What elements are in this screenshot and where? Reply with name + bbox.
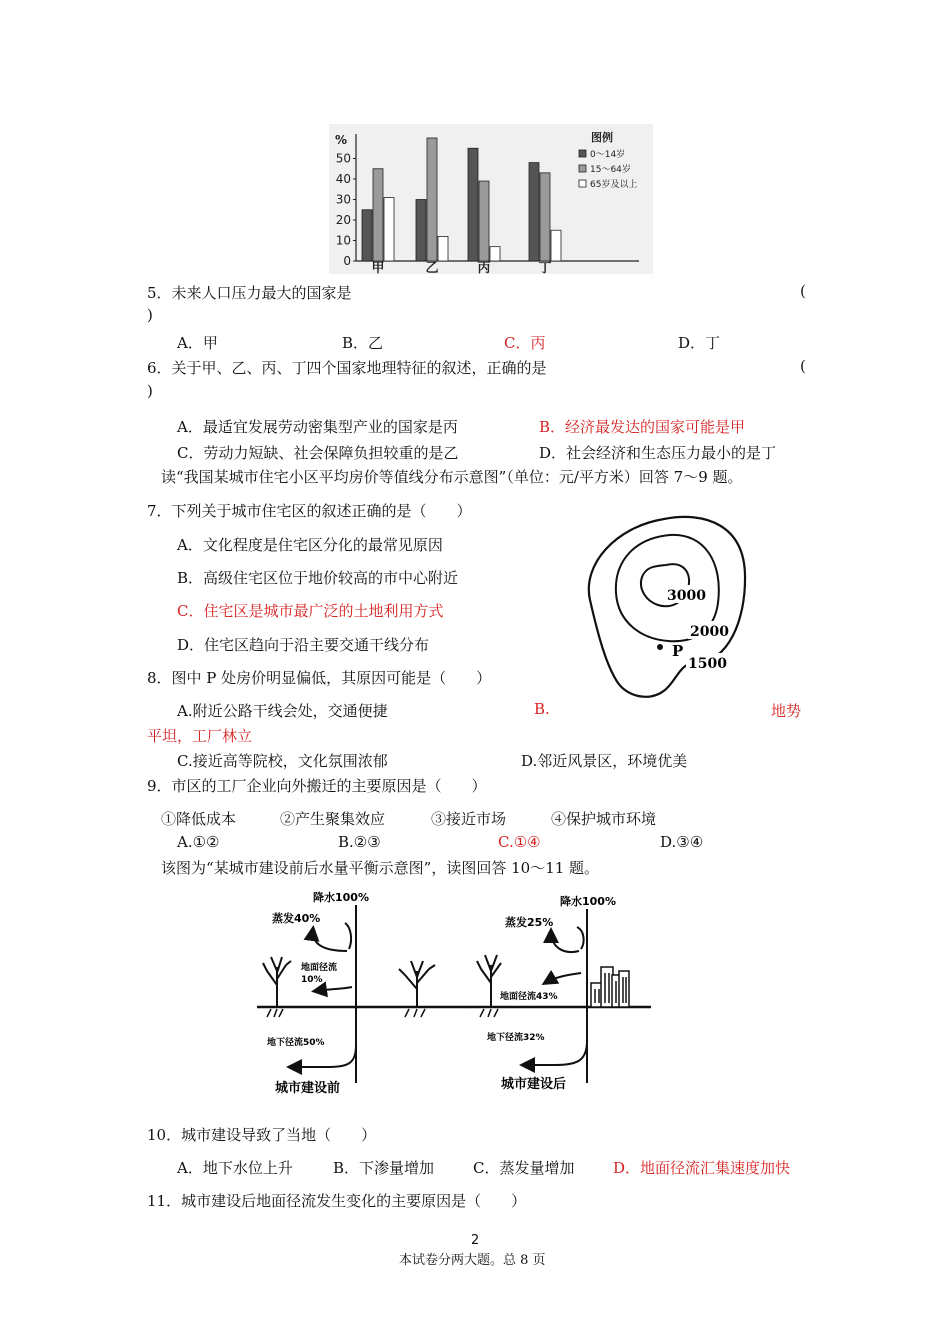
chart-y-tick-label: 0 (343, 254, 351, 268)
q11-stem: 11．城市建设后地面径流发生变化的主要原因是（ ） (147, 1192, 527, 1210)
point-p-label: P (672, 642, 684, 660)
contour-label-2000: 2000 (690, 624, 729, 640)
q5-option-c: C．丙 (504, 334, 546, 352)
q8-stem: 8．图中 P 处房价明显偏低，其原因可能是（ ） (147, 669, 492, 687)
q5-paren-close: ) (147, 306, 153, 324)
q7-option-a: A．文化程度是住宅区分化的最常见原因 (177, 536, 443, 554)
q8-option-b-head: B. (534, 700, 550, 718)
q9-option-a: A.①② (177, 833, 220, 851)
q9-item-3: ③接近市场 (431, 810, 507, 828)
q9-stem: 9．市区的工厂企业向外搬迁的主要原因是（ ） (147, 777, 487, 795)
q9-option-d: D.③④ (660, 833, 704, 851)
chart-legend-swatch (579, 180, 586, 187)
before-caption: 城市建设前 (275, 1081, 341, 1096)
after-surface-label: 地面径流43% (500, 992, 558, 1002)
point-p-marker (657, 644, 663, 650)
q6-paren-open: ( (800, 357, 806, 375)
q9-option-b: B.②③ (338, 833, 381, 851)
before-tree-right-icon (399, 961, 435, 1017)
chart-bar (362, 210, 372, 261)
q9-item-4: ④保护城市环境 (551, 810, 657, 828)
q10-option-c: C．蒸发量增加 (473, 1159, 575, 1177)
q9-item-2: ②产生聚集效应 (280, 810, 386, 828)
q9-item-1: ①降低成本 (161, 810, 237, 828)
after-panel (469, 894, 651, 1092)
q6-option-d: D．社会经济和生态压力最小的是丁 (539, 444, 777, 462)
q8-option-c: C.接近高等院校，文化氛围浓郁 (177, 752, 388, 770)
intro-10-11: 该图为“某城市建设前后水量平衡示意图”，读图回答 10～11 题。 (161, 859, 600, 877)
after-ground-arrow (523, 1041, 587, 1065)
q8-option-b-tail: 平坦，工厂林立 (147, 727, 253, 745)
q9-option-c: C.①④ (498, 833, 541, 851)
chart-bar (490, 247, 500, 261)
chart-bar (540, 173, 550, 261)
q6-stem: 6．关于甲、乙、丙、丁四个国家地理特征的叙述，正确的是 (147, 359, 547, 377)
contour-label-1500: 1500 (688, 656, 727, 672)
q8-option-a: A.附近公路干线会处，交通便捷 (177, 702, 388, 720)
footer-note: 本试卷分两大题。总 8 页 (399, 1253, 546, 1268)
after-rain-label: 降水100% (560, 895, 616, 908)
after-surface-arrow (545, 973, 581, 983)
before-ground-label: 地下径流50% (267, 1038, 325, 1048)
chart-bar (529, 163, 539, 261)
before-evap-arrow (313, 929, 347, 951)
q10-option-d: D．地面径流汇集速度加快 (613, 1159, 791, 1177)
chart-bar (427, 138, 437, 261)
q7-option-c: C．住宅区是城市最广泛的土地利用方式 (177, 602, 444, 620)
q7-option-d: D．住宅区趋向于沿主要交通干线分布 (177, 636, 430, 654)
before-surface-label-1: 地面径流 (301, 963, 338, 973)
after-caption: 城市建设后 (501, 1077, 567, 1092)
q10-option-b: B．下渗量增加 (333, 1159, 435, 1177)
chart-bar (479, 181, 489, 261)
q7-option-b: B．高级住宅区位于地价较高的市中心附近 (177, 569, 459, 587)
q5-option-d: D．丁 (678, 334, 721, 352)
chart-legend-title: 图例 (591, 131, 613, 144)
population-chart (329, 124, 653, 274)
contour-map (580, 505, 760, 705)
before-evap-label: 蒸发40% (272, 912, 321, 925)
q6-option-a: A．最适宜发展劳动密集型产业的国家是丙 (177, 418, 458, 436)
q10-option-a: A．地下水位上升 (177, 1159, 293, 1177)
chart-y-tick-label: 50 (335, 151, 351, 166)
chart-legend-swatch (579, 150, 586, 157)
chart-bar (468, 148, 478, 261)
population-chart-svg (329, 124, 653, 274)
chart-legend-label: 65岁及以上 (590, 180, 638, 190)
chart-x-tick-label: 甲 (371, 261, 385, 274)
after-buildings-icon (591, 967, 629, 1007)
q7-stem: 7．下列关于城市住宅区的叙述正确的是（ ） (147, 502, 472, 520)
chart-x-tick-label: 乙 (425, 261, 439, 274)
chart-bar (373, 169, 383, 261)
chart-bar (551, 230, 561, 261)
q6-option-c: C．劳动力短缺、社会保障负担较重的是乙 (177, 444, 459, 462)
chart-legend-label: 0～14岁 (590, 150, 626, 160)
before-rain-label: 降水100% (313, 891, 369, 904)
before-ground-arrow (290, 1045, 356, 1067)
after-evap-arrow (551, 931, 579, 952)
chart-y-label: % (335, 133, 348, 147)
q5-stem: 5．未来人口压力最大的国家是 (147, 284, 352, 302)
q8-option-b-mid: 地势 (771, 702, 802, 720)
before-surface-arrow (315, 987, 352, 991)
q5-paren-open: ( (800, 282, 806, 300)
page-number: 2 (471, 1233, 480, 1248)
chart-bar (416, 200, 426, 262)
q6-paren-close: ) (147, 382, 153, 400)
before-panel (257, 890, 470, 1096)
water-balance-diagram (255, 885, 660, 1097)
contour-label-3000: 3000 (667, 588, 706, 604)
chart-y-tick-label: 30 (335, 192, 351, 207)
chart-y-tick-label: 10 (335, 233, 351, 248)
chart-bar (438, 236, 448, 261)
chart-x-tick-label: 丁 (538, 261, 552, 274)
after-evap-label: 蒸发25% (505, 916, 554, 929)
q6-option-b: B．经济最发达的国家可能是甲 (539, 418, 746, 436)
after-ground-label: 地下径流32% (487, 1033, 545, 1043)
chart-x-tick-label: 丙 (477, 261, 491, 274)
q5-option-a: A．甲 (177, 334, 218, 352)
chart-bar (384, 197, 394, 261)
chart-y-tick-label: 20 (335, 213, 351, 227)
q8-option-d: D.邻近风景区，环境优美 (521, 752, 688, 770)
q5-option-b: B．乙 (342, 334, 384, 352)
chart-legend-label: 15～64岁 (590, 165, 631, 175)
chart-legend-swatch (579, 165, 586, 172)
intro-7-9: 读“我国某城市住宅小区平均房价等值线分布示意图”（单位：元/平方米）回答 7～9 题。 (161, 468, 743, 486)
q10-stem: 10．城市建设导致了当地（ ） (147, 1126, 377, 1144)
before-surface-label-2: 10% (301, 975, 323, 985)
chart-y-tick-label: 40 (335, 172, 351, 186)
